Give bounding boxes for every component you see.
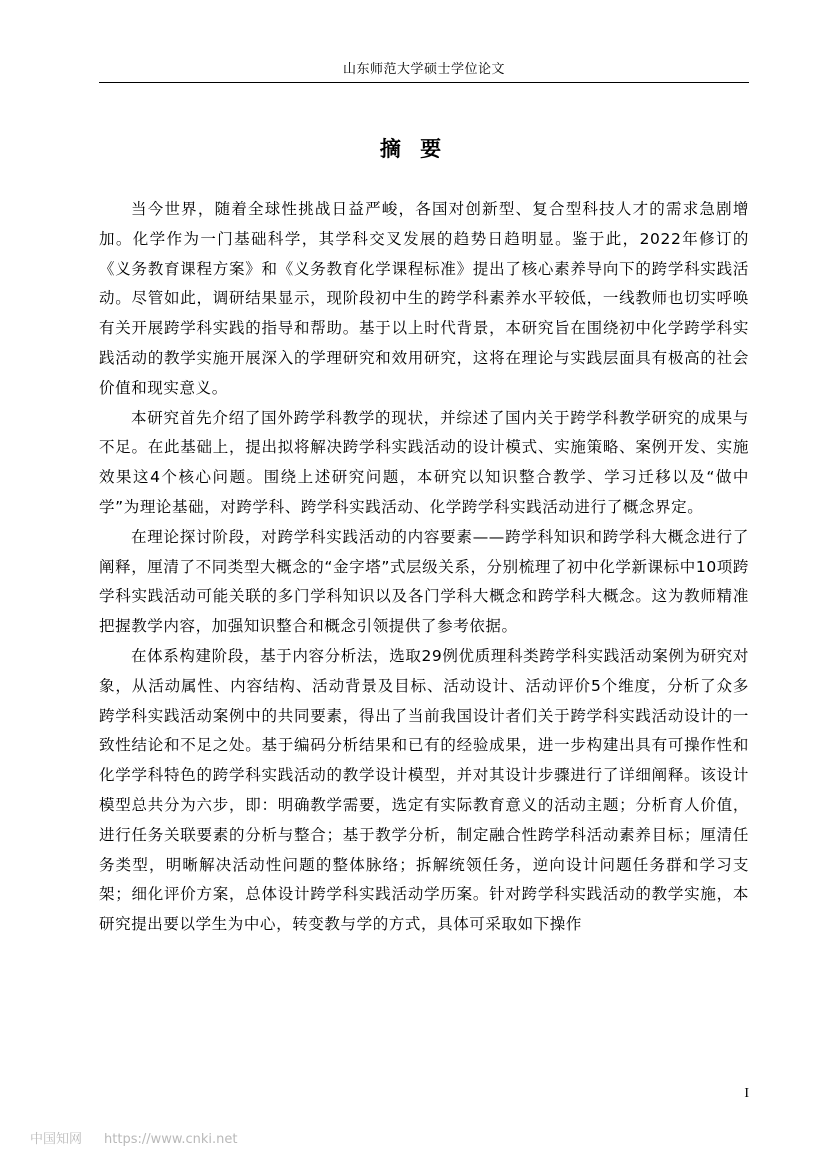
header-text: 山东师范大学硕士学位论文 [342, 62, 505, 77]
running-header [99, 60, 749, 83]
page-title: 摘 要 [379, 137, 448, 161]
page-number: I [744, 1086, 749, 1101]
paragraph-1: 当今世界，随着全球性挑战日益严峻，各国对创新型、复合型科技人才的需求急剧增加。化学作为一门基础科学，其学科交叉发展的趋势日趋明显。鉴于此，2022年修订的《义务教育课程方案》和《义务教育化学课程标准》提出了核心素养导向下的跨学科实践活动。尽管如此，调研结果显示，现阶段初中生的跨学科素养水平较低，一线教师也切实呼唤有关开展跨学科实践的指导和帮助。基于以上时代背景，本研究旨在围绕初中化学跨学科实践活动的教学实施开展深入的学理研究和效用研究，这将在理论与实践层面具有极高的社会价值和现实意义。 [99, 200, 749, 397]
paragraph-3: 在理论探讨阶段，对跨学科实践活动的内容要素——跨学科知识和跨学科大概念进行了阐释，厘清了不同类型大概念的“金字塔”式层级关系，分别梳理了初中化学新课标中10项跨学科实践活动可能关联的多门学科知识以及各门学科大概念和跨学科大概念。这为教师精准把握教学内容，加强知识整合和概念引领提供了参考依据。 [99, 527, 749, 636]
cnki-watermark [30, 1128, 237, 1147]
watermark-url: https://www.cnki.net [104, 1132, 238, 1147]
paragraph-2: 本研究首先介绍了国外跨学科教学的现状，并综述了国内关于跨学科教学研究的成果与不足。在此基础上，提出拟将解决跨学科实践活动的设计模式、实施策略、案例开发、实施效果这4个核心问题。围绕上述研究问题，本研究以知识整合教学、学习迁移以及“做中学”为理论基础，对跨学科、跨学科实践活动、化学跨学科实践活动进行了概念界定。 [99, 408, 749, 516]
watermark-brand: 中国知网 [30, 1132, 83, 1147]
paragraph-4: 在体系构建阶段，基于内容分析法，选取29例优质理科类跨学科实践活动案例为研究对象，从活动属性、内容结构、活动背景及目标、活动设计、活动评价5个维度，分析了众多跨学科实践活动案例中的共同要素，得出了当前我国设计者们关于跨学科实践活动设计的一致性结论和不足之处。基于编码分析结果和已有的经验成果，进一步构建出具有可操作性和化学学科特色的跨学科实践活动的教学设计模型，并对其设计步骤进行了详细阐释。该设计模型总共分为六步，即：明确教学需要，选定有实际教育意义的活动主题；分析育人价值，进行任务关联要素的分析与整合；基于教学分析，制定融合性跨学科活动素养目标；厘清任务类型，明晰解决活动性问题的整体脉络；拆解统领任务，逆向设计问题任务群和学习支架；细化评价方案，总体设计跨学科实践活动学历案。针对跨学科实践活动的教学实施，本研究提出要以学生为中心，转变教与学的方式，具体可采取如下操作 [99, 646, 749, 934]
abstract-body [99, 195, 749, 940]
